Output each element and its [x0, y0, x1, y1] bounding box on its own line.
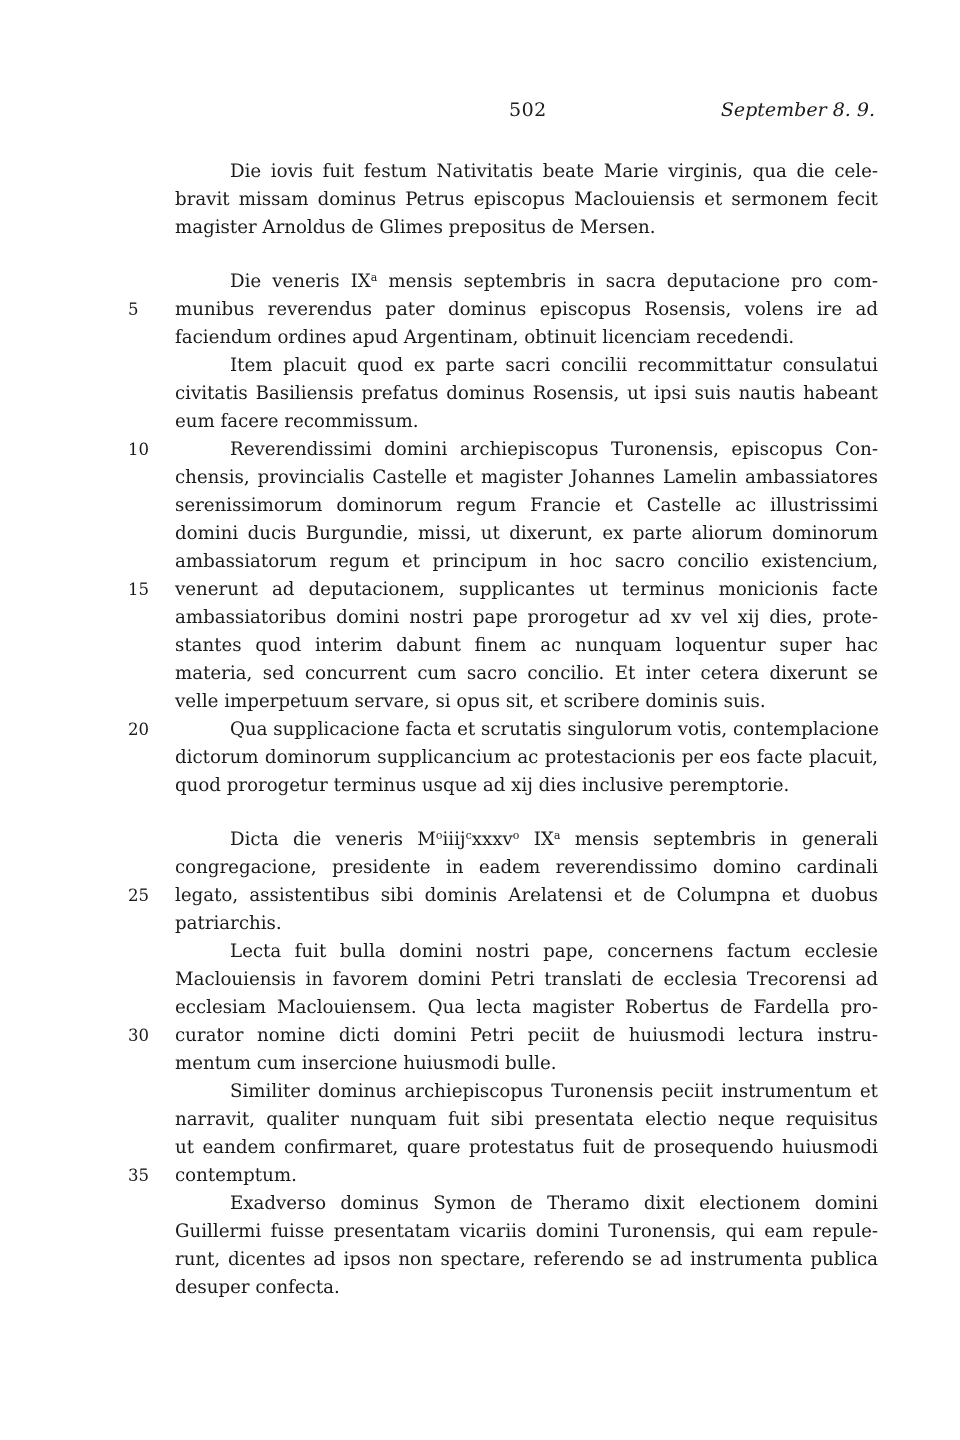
- text-line: [175, 1050, 878, 1078]
- text-line: [175, 910, 878, 938]
- text-line: [175, 966, 878, 994]
- text-line: [175, 464, 878, 492]
- text-line: [175, 1162, 878, 1190]
- page-header: [0, 99, 960, 129]
- text-line: [175, 186, 878, 214]
- text-line: [175, 882, 878, 910]
- text-segment: domini ducis Burgundie, missi, ut dixerunt, ex parte aliorum dominorum: [175, 523, 878, 544]
- text-line: [230, 352, 878, 380]
- text-segment: velle imperpetuum servare, si opus sit, et scribere dominis suis.: [175, 691, 766, 712]
- text-line: [175, 854, 878, 882]
- text-line: [175, 214, 878, 242]
- text-segment: Maclouiensis in favorem domini Petri translati de ecclesia Trecorensi ad: [175, 969, 878, 990]
- text-segment: congregacione, presidente in eadem reverendissimo domino cardinali: [175, 857, 878, 878]
- text-segment: chensis, provincialis Castelle et magister Johannes Lamelin ambassiatores: [175, 467, 878, 488]
- text-line: [230, 1078, 878, 1106]
- text-segment: Die veneris IX: [230, 271, 371, 292]
- text-segment: Similiter dominus archiepiscopus Turonensis peciit instrumentum et: [230, 1081, 878, 1102]
- text-segment: magister Arnoldus de Glimes prepositus de Mersen.: [175, 217, 656, 238]
- text-segment: materia, sed concurrent cum sacro concilio. Et inter cetera dixerunt se: [175, 663, 878, 684]
- line-number: 25: [128, 886, 149, 905]
- text-line: [230, 158, 878, 186]
- line-number: 20: [128, 720, 149, 739]
- text-line: [230, 716, 878, 744]
- superscript: a: [370, 271, 378, 284]
- page-number: 502: [509, 99, 547, 121]
- text-line: [175, 380, 878, 408]
- text-line: [175, 660, 878, 688]
- text-line: [175, 1246, 878, 1274]
- text-line: [175, 1134, 878, 1162]
- text-segment: iiij: [442, 829, 466, 850]
- superscript: a: [553, 829, 561, 842]
- text-segment: stantes quod interim dabunt finem ac nunquam loquentur super hac: [175, 635, 878, 656]
- text-segment: patriarchis.: [175, 913, 282, 934]
- text-line: [175, 772, 878, 800]
- text-line: [230, 436, 878, 464]
- text-segment: mensis septembris in generali: [560, 829, 878, 850]
- text-line: [230, 938, 878, 966]
- text-segment: contemptum.: [175, 1165, 297, 1186]
- text-line: [175, 1022, 878, 1050]
- text-line: [175, 520, 878, 548]
- text-line: [175, 744, 878, 772]
- text-segment: Dicta die veneris M: [230, 829, 436, 850]
- text-segment: civitatis Basiliensis prefatus dominus Rosensis, ut ipsi suis nautis habeant: [175, 383, 878, 404]
- text-segment: eum facere recommissum.: [175, 411, 419, 432]
- text-line: [175, 1274, 878, 1302]
- superscript: o: [512, 829, 520, 842]
- text-segment: desuper confecta.: [175, 1277, 340, 1298]
- text-segment: munibus reverendus pater dominus episcopus Rosensis, volens ire ad: [175, 299, 878, 320]
- text-line: [175, 632, 878, 660]
- text-segment: Qua supplicacione facta et scrutatis singulorum votis, contemplacione: [230, 719, 879, 740]
- text-segment: mentum cum insercione huiusmodi bulle.: [175, 1053, 557, 1074]
- running-head: September 8. 9.: [720, 99, 875, 121]
- text-line: [175, 688, 878, 716]
- text-segment: runt, dicentes ad ipsos non spectare, referendo se ad instrumenta publica: [175, 1249, 878, 1270]
- text-segment: Die iovis fuit festum Nativitatis beate Marie virginis, qua die cele-: [230, 161, 878, 182]
- superscript: c: [465, 829, 472, 842]
- text-segment: ecclesiam Maclouiensem. Qua lecta magister Robertus de Fardella pro-: [175, 997, 878, 1018]
- text-segment: Item placuit quod ex parte sacri concilii recommittatur consulatui: [230, 355, 878, 376]
- text-segment: ambassiatoribus domini nostri pape prorogetur ad xv vel xij dies, prote-: [175, 607, 878, 628]
- text-segment: Guillermi fuisse presentatam vicariis domini Turonensis, qui eam repule-: [175, 1221, 878, 1242]
- superscript: o: [435, 829, 443, 842]
- text-segment: venerunt ad deputacionem, supplicantes ut terminus monicionis facte: [175, 579, 878, 600]
- text-line: [230, 268, 878, 296]
- text-line: [175, 296, 878, 324]
- text-segment: legato, assistentibus sibi dominis Arelatensi et de Columpna et duobus: [175, 885, 878, 906]
- text-segment: dictorum dominorum supplicancium ac protestacionis per eos facte placuit,: [175, 747, 878, 768]
- text-segment: ambassiatorum regum et principum in hoc sacro concilio existencium,: [175, 551, 878, 572]
- text-line: [230, 1190, 878, 1218]
- text-segment: bravit missam dominus Petrus episcopus Maclouiensis et sermonem fecit: [175, 189, 878, 210]
- text-segment: ut eandem confirmaret, quare protestatus fuit de prosequendo huiusmodi: [175, 1137, 878, 1158]
- text-segment: serenissimorum dominorum regum Francie et Castelle ac illustrissimi: [175, 495, 878, 516]
- text-line: [175, 492, 878, 520]
- line-number: 30: [128, 1026, 149, 1045]
- text-segment: mensis septembris in sacra deputacione pro com-: [377, 271, 879, 292]
- text-line: [175, 548, 878, 576]
- text-line: [175, 604, 878, 632]
- text-line: [175, 1218, 878, 1246]
- text-segment: curator nomine dicti domini Petri peciit de huiusmodi lectura instru-: [175, 1025, 878, 1046]
- text-segment: Reverendissimi domini archiepiscopus Turonensis, episcopus Con-: [230, 439, 878, 460]
- text-segment: faciendum ordines apud Argentinam, obtinuit licenciam recedendi.: [175, 327, 795, 348]
- text-line: [175, 1106, 878, 1134]
- text-segment: xxxv: [471, 829, 513, 850]
- text-line: [175, 408, 878, 436]
- text-line: [175, 994, 878, 1022]
- text-segment: Lecta fuit bulla domini nostri pape, concernens factum ecclesie: [230, 941, 878, 962]
- text-segment: quod prorogetur terminus usque ad xij dies inclusive peremptorie.: [175, 775, 790, 796]
- text-line: [175, 324, 878, 352]
- text-line: [230, 826, 878, 854]
- text-line: [175, 576, 878, 604]
- text-segment: narravit, qualiter nunquam fuit sibi presentata electio neque requisitus: [175, 1109, 878, 1130]
- text-segment: IX: [519, 829, 554, 850]
- text-segment: Exadverso dominus Symon de Theramo dixit electionem domini: [230, 1193, 878, 1214]
- line-number: 10: [128, 440, 149, 459]
- line-number: 35: [128, 1166, 149, 1185]
- line-number: 5: [128, 300, 139, 319]
- line-number: 15: [128, 580, 149, 599]
